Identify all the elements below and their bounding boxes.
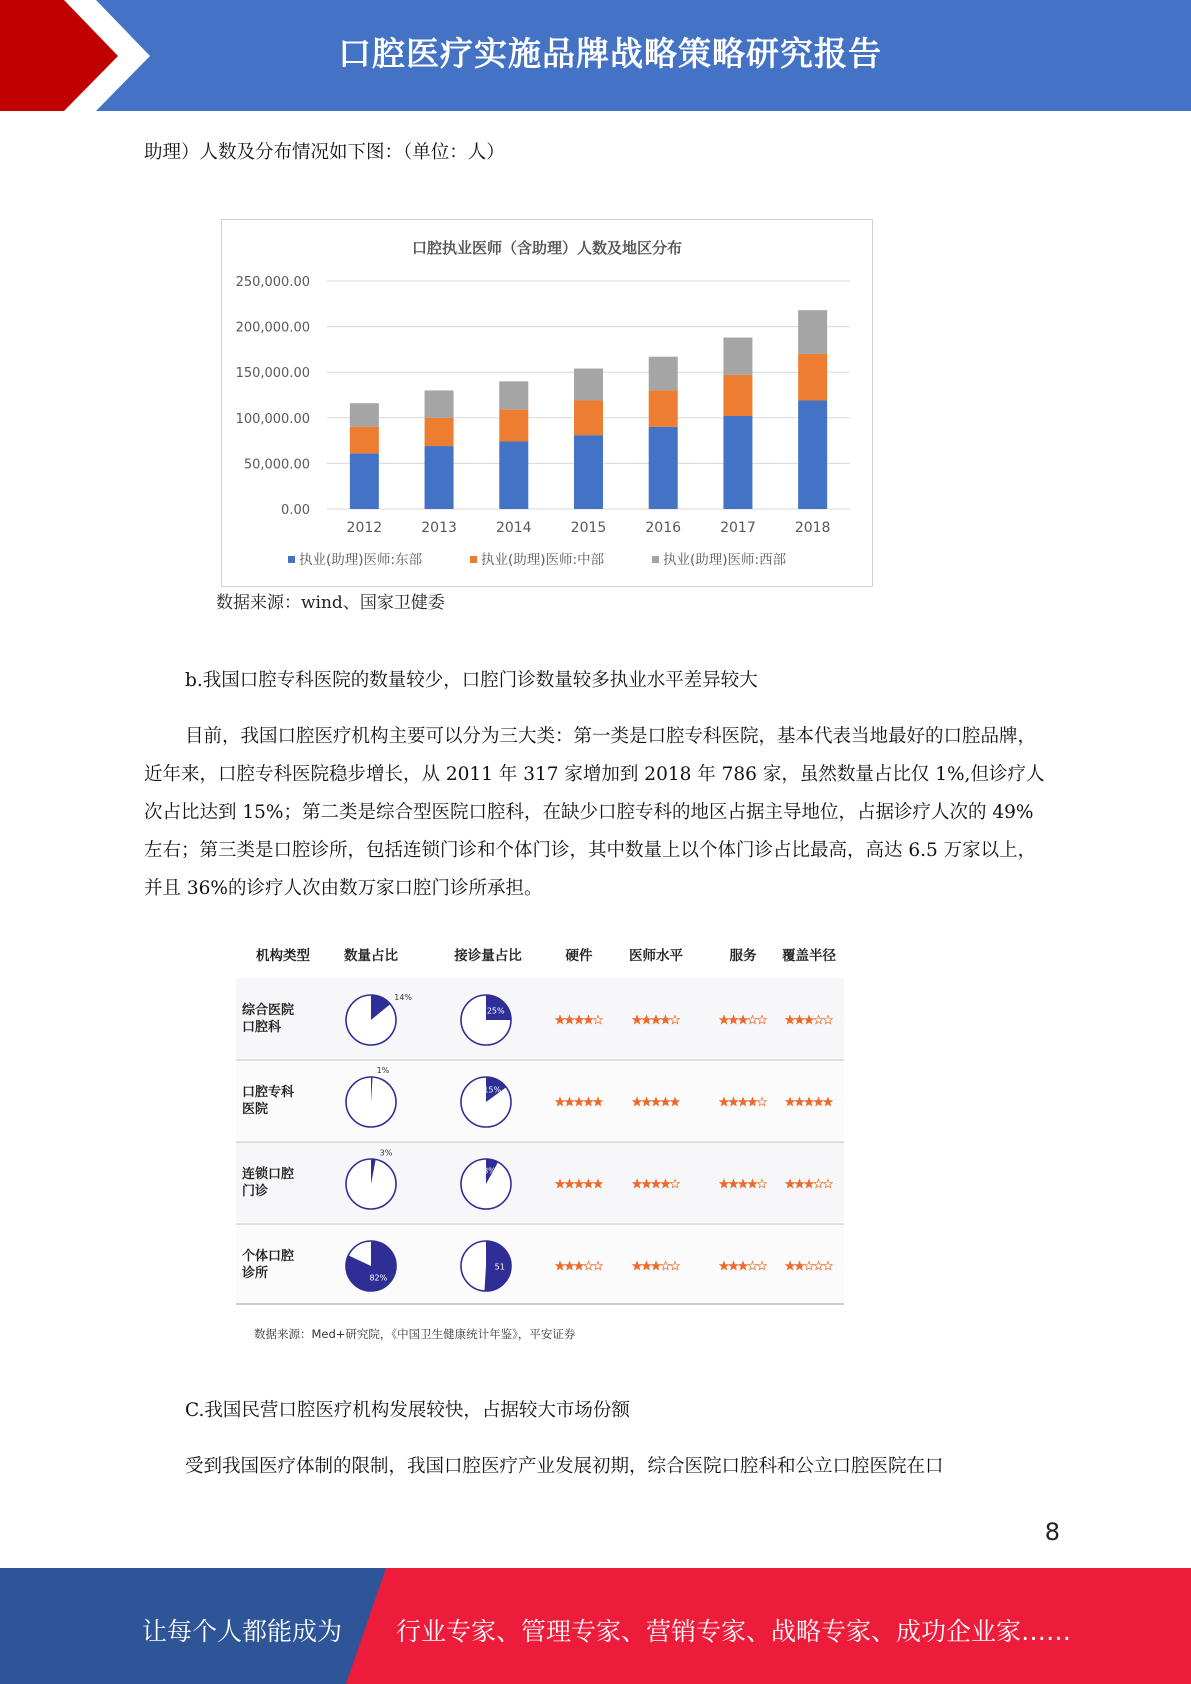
bar-segment bbox=[649, 427, 678, 509]
x-tick-label: 2016 bbox=[645, 520, 682, 536]
table-source: 数据来源：Med+研究院，《中国卫生健康统计年鉴》，平安证券 bbox=[254, 1327, 576, 1341]
page-title: 口腔医疗实施品牌战略策略研究报告 bbox=[338, 34, 882, 73]
y-tick-label: 250,000.00 bbox=[235, 275, 310, 290]
paragraph-intro: 助理）人数及分布情况如下图：（单位：人） bbox=[144, 142, 505, 163]
footer-slogan-right: 行业专家、管理专家、营销专家、战略专家、成功企业家…… bbox=[396, 1617, 1072, 1646]
institution-type: 医院 bbox=[242, 1102, 269, 1117]
bar-segment bbox=[499, 410, 528, 442]
pie-icon bbox=[461, 1241, 511, 1291]
y-tick-label: 100,000.00 bbox=[235, 411, 310, 427]
legend-label: 执业(助理)医师:中部 bbox=[481, 552, 605, 568]
table-header: 接诊量占比 bbox=[454, 948, 522, 964]
bar-segment bbox=[350, 403, 379, 427]
x-tick-label: 2012 bbox=[346, 520, 383, 536]
legend-label: 执业(助理)医师:西部 bbox=[663, 552, 787, 568]
y-tick-label: 150,000.00 bbox=[235, 366, 310, 382]
chart-title: 口腔执业医师（含助理）人数及地区分布 bbox=[411, 239, 683, 257]
legend-swatch bbox=[288, 556, 295, 563]
institution-type: 口腔科 bbox=[242, 1020, 282, 1035]
y-tick-label: 200,000.00 bbox=[235, 320, 310, 336]
pie-icon bbox=[461, 1077, 511, 1127]
pie-label: 51 bbox=[494, 1262, 505, 1272]
bar-segment bbox=[723, 375, 752, 416]
bar-segment bbox=[425, 446, 454, 509]
pie-label: 14% bbox=[394, 993, 413, 1003]
table-header: 医师水平 bbox=[629, 948, 683, 964]
paragraph-institutions: 目前，我国口腔医疗机构主要可以分为三大类：第一类是口腔专科医院，基本代表当地最好的口腔品牌，近年来，口腔专科医院稳步增长，从 2011 年 317 家增加到 2018 年 786 家，虽然数量占比仅 1%,但诊疗人次占比达到 15%；第二类是综合型医院口腔科，在缺少口腔专科的地区占据主导地位，占据诊疗人次的 49%左右；第三类是口腔诊所，包括连锁门诊和个体门诊，其中数量上以个体门诊占比最高，高达 6.5 万家以上，并且 36%的诊疗人次由数万家口腔门诊所承担。 bbox=[144, 726, 1045, 899]
section-heading-c: C.我国民营口腔医疗机构发展较快，占据较大市场份额 bbox=[185, 1400, 630, 1421]
pie-label: 1% bbox=[376, 1066, 390, 1076]
bar-segment bbox=[723, 416, 752, 509]
footer-slogan-left: 让每个人都能成为 bbox=[142, 1617, 343, 1646]
institution-type: 综合医院 bbox=[242, 1003, 295, 1018]
table-header: 服务 bbox=[729, 948, 757, 964]
table-header: 数量占比 bbox=[344, 948, 398, 964]
bar-segment bbox=[574, 435, 603, 509]
stacked-bar-chart-svg bbox=[222, 220, 872, 586]
pie-icon bbox=[461, 995, 511, 1045]
institution-type: 门诊 bbox=[242, 1184, 269, 1199]
institution-type: 诊所 bbox=[242, 1266, 269, 1281]
pie-icon bbox=[461, 1159, 511, 1209]
pie-label: 82% bbox=[369, 1273, 388, 1283]
pie-label: 8% bbox=[483, 1166, 496, 1176]
institution-type: 个体口腔 bbox=[242, 1249, 295, 1264]
legend-label: 执业(助理)医师:东部 bbox=[299, 552, 423, 568]
stacked-bar-chart bbox=[221, 219, 873, 587]
chart-source: 数据来源：wind、国家卫健委 bbox=[216, 593, 445, 613]
page-header bbox=[0, 0, 1191, 111]
x-tick-label: 2013 bbox=[421, 520, 457, 536]
x-tick-label: 2015 bbox=[570, 520, 607, 536]
pie-label: 25% bbox=[486, 1006, 505, 1016]
institution-type: 口腔专科 bbox=[242, 1085, 295, 1100]
page-number: 8 bbox=[1044, 1518, 1060, 1546]
institution-type: 连锁口腔 bbox=[242, 1167, 295, 1182]
x-tick-label: 2014 bbox=[495, 520, 532, 536]
header-arrow-decoration bbox=[0, 0, 160, 111]
institution-comparison-table bbox=[236, 938, 844, 1358]
pie-label: 3% bbox=[379, 1148, 393, 1158]
paragraph-private: 受到我国医疗体制的限制，我国口腔医疗产业发展初期，综合医院口腔科和公立口腔医院在口 bbox=[185, 1456, 944, 1477]
bar-segment bbox=[649, 357, 678, 391]
legend-swatch bbox=[470, 556, 477, 563]
x-tick-label: 2017 bbox=[720, 520, 756, 536]
bar-segment bbox=[574, 369, 603, 401]
table-header: 硬件 bbox=[565, 948, 593, 964]
bar-segment bbox=[649, 390, 678, 426]
bar-segment bbox=[425, 390, 454, 417]
pie-label: 15% bbox=[483, 1085, 502, 1095]
bar-segment bbox=[574, 400, 603, 435]
x-tick-label: 2018 bbox=[794, 520, 831, 536]
y-tick-label: 0.00 bbox=[281, 503, 310, 518]
bar-segment bbox=[350, 453, 379, 509]
table-header: 覆盖半径 bbox=[782, 948, 836, 964]
bar-segment bbox=[798, 400, 827, 509]
page-footer bbox=[0, 1568, 1191, 1684]
legend-swatch bbox=[652, 556, 659, 563]
institution-comparison-svg bbox=[236, 938, 844, 1358]
table-header: 机构类型 bbox=[256, 948, 310, 964]
bar-segment bbox=[798, 310, 827, 354]
section-heading-b: b.我国口腔专科医院的数量较少，口腔门诊数量较多执业水平差异较大 bbox=[185, 670, 758, 691]
pie-icon bbox=[346, 1241, 396, 1291]
y-tick-label: 50,000.00 bbox=[243, 457, 310, 473]
bar-segment bbox=[425, 418, 454, 446]
bar-segment bbox=[499, 381, 528, 409]
bar-segment bbox=[499, 442, 528, 509]
bar-segment bbox=[350, 427, 379, 453]
bar-segment bbox=[723, 338, 752, 375]
bar-segment bbox=[798, 354, 827, 401]
